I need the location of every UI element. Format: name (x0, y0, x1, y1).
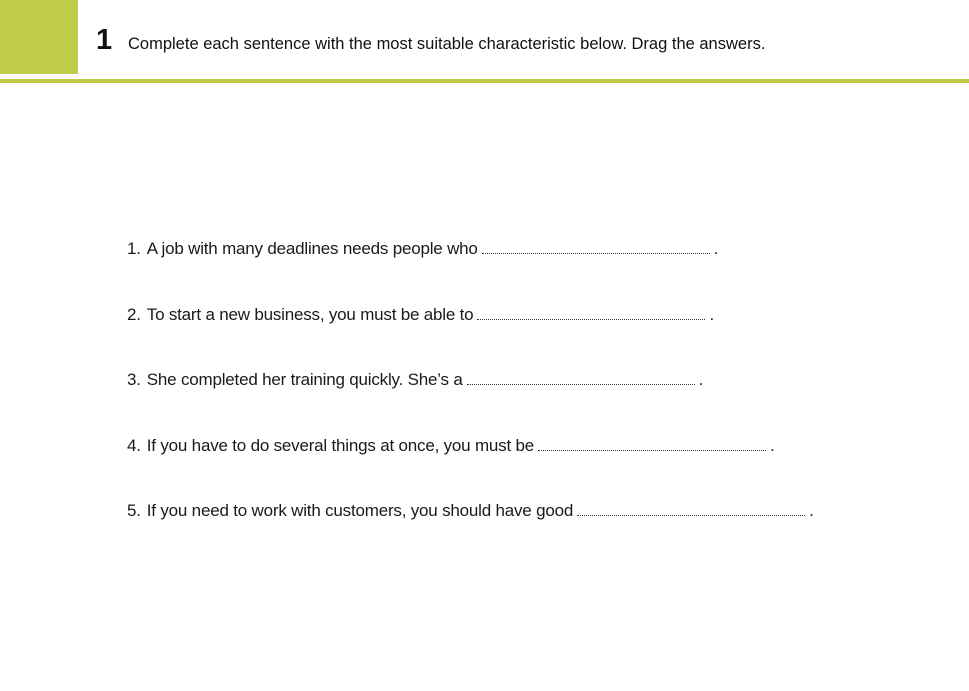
sentence-end: . (809, 501, 814, 520)
sentence-number: 3. (127, 370, 141, 389)
sentence-1 (127, 237, 814, 303)
sentence-3 (127, 368, 814, 434)
sentence-list (127, 237, 814, 565)
sentence-end: . (713, 239, 719, 258)
answer-drop-zone-4[interactable] (538, 436, 766, 451)
sentence-text: She completed her training quickly. She’s a (146, 370, 463, 389)
sentence-text: A job with many deadlines needs people who (146, 239, 478, 258)
sentence-2 (127, 303, 814, 369)
header-divider (0, 79, 969, 83)
sentence-end: . (709, 304, 714, 324)
exercise-header (0, 0, 969, 80)
sentence-text: To start a new business, you must be able to (146, 304, 474, 324)
exercise-number: 1 (96, 24, 113, 56)
answer-drop-zone-2[interactable] (477, 305, 705, 320)
sentence-end: . (770, 435, 775, 455)
sentence-text: If you need to work with customers, you should have good (146, 501, 574, 520)
sentence-number: 2. (127, 304, 141, 324)
sentence-number: 4. (127, 435, 141, 455)
sentence-number: 1. (127, 239, 141, 258)
sentence-end: . (698, 370, 704, 389)
accent-block (0, 0, 78, 74)
sentence-number: 5. (127, 501, 141, 520)
sentence-text: If you have to do several things at once, you must be (146, 435, 535, 455)
answer-drop-zone-1[interactable] (482, 239, 710, 254)
sentence-4 (127, 434, 814, 500)
answer-drop-zone-5[interactable] (577, 501, 805, 516)
exercise-instruction: Complete each sentence with the most suitable characteristic below. Drag the answers. (128, 35, 766, 53)
answer-drop-zone-3[interactable] (467, 370, 695, 385)
sentence-5 (127, 499, 814, 565)
